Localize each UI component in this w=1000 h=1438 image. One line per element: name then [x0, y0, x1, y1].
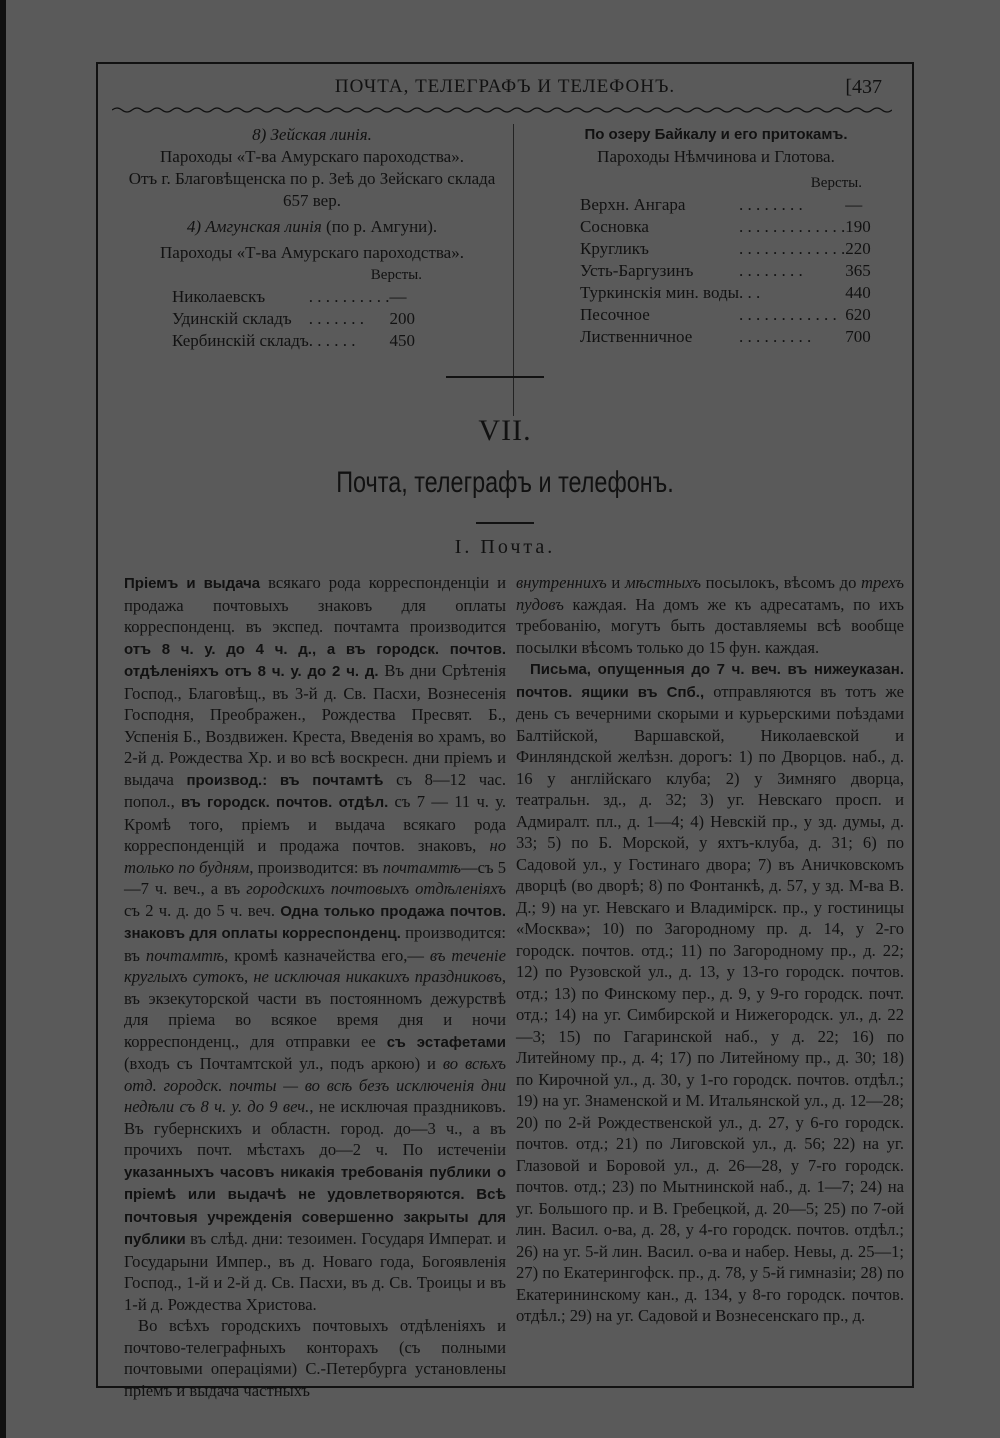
- stop-name: Сосновка: [580, 217, 649, 236]
- text-run: Въ дни Срѣтенія Господ., Благовѣщ., въ 3-й д. Св. Пасхи, Вознесенія Господня, Преображен., Рождества Пресвят. Б., Успенія Б., Воздвижен. Креста, Введенія во храмъ, во 2-й д. Рождества Хр. и во всѣ воскресн. дни пріемъ и выдача: [124, 661, 506, 789]
- leader-dots: . . . . . . . . . . . . .: [739, 239, 846, 258]
- baikal-lines-right: [530, 124, 902, 348]
- text-run: съ 7 — 11 ч. у. Кромѣ того, пріемъ и выдача всякаго рода корреспонденцій и продажа почтов. знаковъ,: [124, 792, 506, 855]
- paragraph: [124, 572, 506, 1315]
- leader-dots: . . . . . . . .: [739, 261, 803, 280]
- chapter-number: VII.: [478, 414, 532, 447]
- stop-distance: 365: [845, 261, 871, 280]
- section-heading: I. Почта.: [454, 536, 556, 558]
- zeya-company: Пароходы «Т-ва Амурскаго пароходства».: [160, 147, 464, 166]
- italic-run: но только по будням: [124, 836, 506, 877]
- bold-run: съ эстафетами: [386, 1033, 506, 1051]
- text-run: , производится: въ: [249, 857, 383, 877]
- title-divider: [476, 522, 534, 524]
- leader-dots: . . . . . . . . .: [739, 327, 812, 346]
- leader-dots: . . . . . . . .: [739, 195, 803, 214]
- baikal-versty: Версты.: [810, 175, 862, 191]
- zeya-heading: 8) Зейская линія.: [252, 125, 372, 144]
- italic-run: во всѣхъ отд. городск. почты — во всѣ безъ исключенія дни недѣли съ 8 ч. у. до 9 веч.: [124, 1054, 506, 1116]
- baikal-company: Пароходы Нѣмчинова и Глотова.: [597, 147, 835, 166]
- running-head: [98, 76, 912, 104]
- text-run: въ слѣд. дни: тезоимен. Государя Императ. и Государыни Импер., въ д. Новаго года, Богоявленія Господ., 1-й и 2-й д. Св. Пасхи, въ д. Св. Троицы и въ 1-й д. Рождества Христова.: [124, 1229, 506, 1314]
- section-divider: [446, 376, 544, 378]
- stop-distance: 200: [389, 309, 415, 328]
- stop-distance: 620: [845, 305, 871, 324]
- stop-name: Усть-Баргузинъ: [580, 261, 694, 280]
- stop-distance: 700: [845, 327, 871, 346]
- paragraph: Во всѣхъ городскихъ почтовыхъ отдѣленіяхъ и почтово-телеграфныхъ конторахъ (съ полными почтовыми операціями) С.-Петербурга установлены пріемъ и выдача частныхъ: [124, 1316, 506, 1400]
- stop-name: Туркинскія мин. воды: [580, 283, 740, 302]
- text-run: съ 2 ч. д. до 5 ч. веч.: [124, 900, 281, 920]
- table-row: [580, 238, 871, 260]
- running-title: ПОЧТА, ТЕЛЕГРАФЪ И ТЕЛЕФОНЪ.: [334, 76, 676, 97]
- bold-run: производ.: въ почтамтѣ: [186, 771, 384, 789]
- text-run: (входъ съ Почтамтской ул., подъ аркою) и: [124, 1054, 443, 1073]
- amgun-heading-note: (по р. Амгуни).: [326, 217, 438, 236]
- text-column-right: [516, 572, 904, 1327]
- stop-name: Удинскій складъ: [172, 309, 292, 328]
- italic-run: трехъ пудовъ: [516, 573, 904, 614]
- bold-run: Письма, опущенныя до 7 ч. веч. въ нижеуказан. почтов. ящики въ Спб.,: [516, 661, 904, 701]
- amgun-heading-line: [122, 216, 502, 238]
- text-run: посылокъ, вѣсомъ до: [700, 573, 861, 592]
- italic-run: городскихъ почтовыхъ отдѣленіяхъ: [246, 879, 506, 898]
- leader-dots: . . . . . .: [308, 331, 356, 350]
- stop-distance: —: [845, 195, 863, 214]
- stop-name: Кербинскій складъ: [172, 331, 309, 350]
- text-run: и: [606, 573, 625, 592]
- bold-run: отъ 8 ч. у. до 4 ч. д., а въ городск. почтов. отдѣленіяхъ отъ 8 ч. у. до 2 ч. д.: [124, 640, 506, 680]
- text-column-left: [124, 572, 506, 1401]
- paragraph: [516, 572, 904, 658]
- stop-name: Лиственничное: [580, 327, 693, 346]
- stop-name: Кругликъ: [580, 239, 649, 258]
- river-lines-left: [122, 124, 502, 352]
- bold-run: Одна только продажа почтов. знаковъ для оплаты корреспонденц.: [124, 902, 506, 942]
- amgun-table: [172, 286, 415, 352]
- bold-run: въ городск. почтов. отдѣл.: [180, 794, 389, 811]
- text-run: съ 8—12 час. попол.,: [124, 769, 506, 811]
- table-row: [580, 260, 871, 282]
- text-run: , кромѣ казначейства его,—: [224, 945, 430, 965]
- paragraph: [516, 658, 904, 1327]
- bold-run: указанныхъ часовъ никакія требованія публики о пріемѣ или выдачѣ не удовлетворяются. Всѣ почтовыя учрежденія совершенно закрыты для публики: [124, 1163, 506, 1248]
- page: [96, 62, 914, 1400]
- text-run: всякаго рода корреспонденціи и продажа почтовыхъ знаковъ для оплаты корреспонденц. въ экспед. почтамта производится: [124, 573, 506, 636]
- leader-dots: . . . . . . .: [308, 309, 364, 328]
- text-run: отправляются въ тотъ же день съ вечерними скорыми и курьерскими поѣздами Балтійской, Варшавской, Николаевской и Финляндской желѣзн. дорогъ: 1) по Дворцов. наб., д. 16 у англійскаго клуба; 2) у Зимняго дворца, театральн. зд., д. 32; 3) уг. Невскаго просп. и Адмиралт. пл., д. 1—4; 4) Невскій пр., у зд. думы, д. 33; 5) по Б. Морской, у яхтъ-клуба, д. 31; 6) по Садовой ул., у Гостинаго двора; 7) въ Аничковскомъ дворцѣ (во дворѣ; 8) по Фонтанкѣ, д. 57, у зд. М-ва В. Д.; 9) на уг. Невскаго и Владимірск. пр., у гостиницы «Москва»; 10) по Загородному пр. д. 14, у 2-го городск. почтов. отд.; 11) по Загородному пр., д. 22; 12) по Рузовской ул., д. 13, у 13-го городск. почтов. отд.; 13) по Финскому пер., д. 9, у 9-го городск. почт. отд.; 14) на уг. Симбирской и Нижегородск. ул., д. 22—3; 15) по Гагаринской наб., у д. 22; 16) по Литейному пр., д. 4; 17) по Литейному пр., д. 30; 18) по Кирочной ул., д. 30, у 1-го городск. почтов. отдѣл.; 19) на уг. Знаменской и М. Итальянской ул., д. 12—28; 20) по 2-й Рождественской ул., д. 27, у 6-го городск. почтов. отд.; 21) по Лиговской ул., д. 56; 22) на уг. Глазовой и Боровой ул., д. 26—28, у 7-го городск. почтов. отд.; 23) по Мытнинской наб., д. 1—7; 24) на уг. Большого пр. и В. Гребецкой, д. 20—5; 25) по 7-ой лин. Васил. о-ва, д. 28, у 4-го городск. почтов. отдѣл.; 26) на уг. 5-й лин. Васил. о-ва и набер. Невы, д. 25—1; 27) по Екатерингофск. пр., д. 78, у 5-й гимназіи; 28) по Екатерининскому кан., д. 134, у 8-го городск. почтов. отдѣл.; 29) на уг. Садовой и Вознесенскаго пр., д.: [516, 681, 904, 1325]
- amgun-versty: Версты.: [370, 267, 422, 283]
- page-number: [437: [845, 76, 882, 98]
- table-row: [580, 326, 871, 348]
- leader-dots: . . .: [739, 283, 761, 302]
- stop-distance: 440: [845, 283, 871, 302]
- italic-run: почтамтѣ: [145, 945, 225, 965]
- table-row: [580, 194, 871, 216]
- baikal-heading: По озеру Байкалу и его притокамъ.: [584, 126, 848, 143]
- leader-dots: . . . . . . . . . .: [308, 287, 390, 306]
- zeya-route: Отъ г. Благовѣщенска по р. Зеѣ до Зейскаго склада 657 вер.: [128, 169, 496, 210]
- table-row: [172, 308, 415, 330]
- column-rule: [513, 124, 514, 416]
- text-run: , не исключая праздниковъ. Въ губернскихъ и областн. город. до—3 ч., а въ прочихъ почт. мѣстахъ до—2 ч. По истеченіи: [124, 1097, 506, 1159]
- table-row: [172, 330, 415, 352]
- italic-run: почтамтѣ: [382, 857, 462, 877]
- baikal-table: [580, 194, 871, 348]
- table-row: [172, 286, 415, 308]
- stop-name: Николаевскъ: [172, 287, 266, 306]
- text-run: производится: въ: [124, 923, 506, 965]
- stop-name: Верхн. Ангара: [580, 195, 686, 214]
- leader-dots: . . . . . . . . . . . . .: [739, 217, 846, 236]
- italic-run: внутреннихъ: [516, 573, 607, 592]
- table-row: [580, 282, 871, 304]
- stop-distance: 220: [845, 239, 871, 258]
- stop-distance: 190: [845, 217, 871, 236]
- text-run: , въ экзекуторской части въ постоянномъ дежурствѣ для пріема во всякое время дня и ночи корреспонденц., для отправки ее: [124, 967, 506, 1051]
- bold-run: Пріемъ и выдача: [124, 575, 261, 592]
- chapter-title: Почта, телеграфъ и телефонъ.: [336, 466, 674, 499]
- stop-distance: 450: [389, 331, 415, 350]
- text-run: —съ 5—7 ч. веч., а въ: [124, 857, 507, 898]
- leader-dots: . . . . . . . . . . . .: [739, 305, 837, 324]
- scan-edge: [0, 0, 6, 1438]
- amgun-heading: 4) Амгунская линія: [186, 217, 322, 236]
- stop-name: Песочное: [580, 305, 650, 324]
- table-row: [580, 216, 871, 238]
- italic-run: въ теченіе круглыхъ сутокъ, не исключая никакихъ праздниковъ: [124, 945, 506, 986]
- stop-distance: —: [389, 287, 407, 306]
- table-row: [580, 304, 871, 326]
- italic-run: мѣстныхъ: [624, 573, 701, 592]
- text-run: каждая. На домъ же къ адресатамъ, по ихъ требованію, могутъ быть доставляемы всѣ вообще посылки вѣсомъ только до 15 фун. каждая.: [516, 594, 904, 657]
- wavy-rule: [112, 106, 892, 114]
- amgun-company: Пароходы «Т-ва Амурскаго пароходства».: [160, 243, 464, 262]
